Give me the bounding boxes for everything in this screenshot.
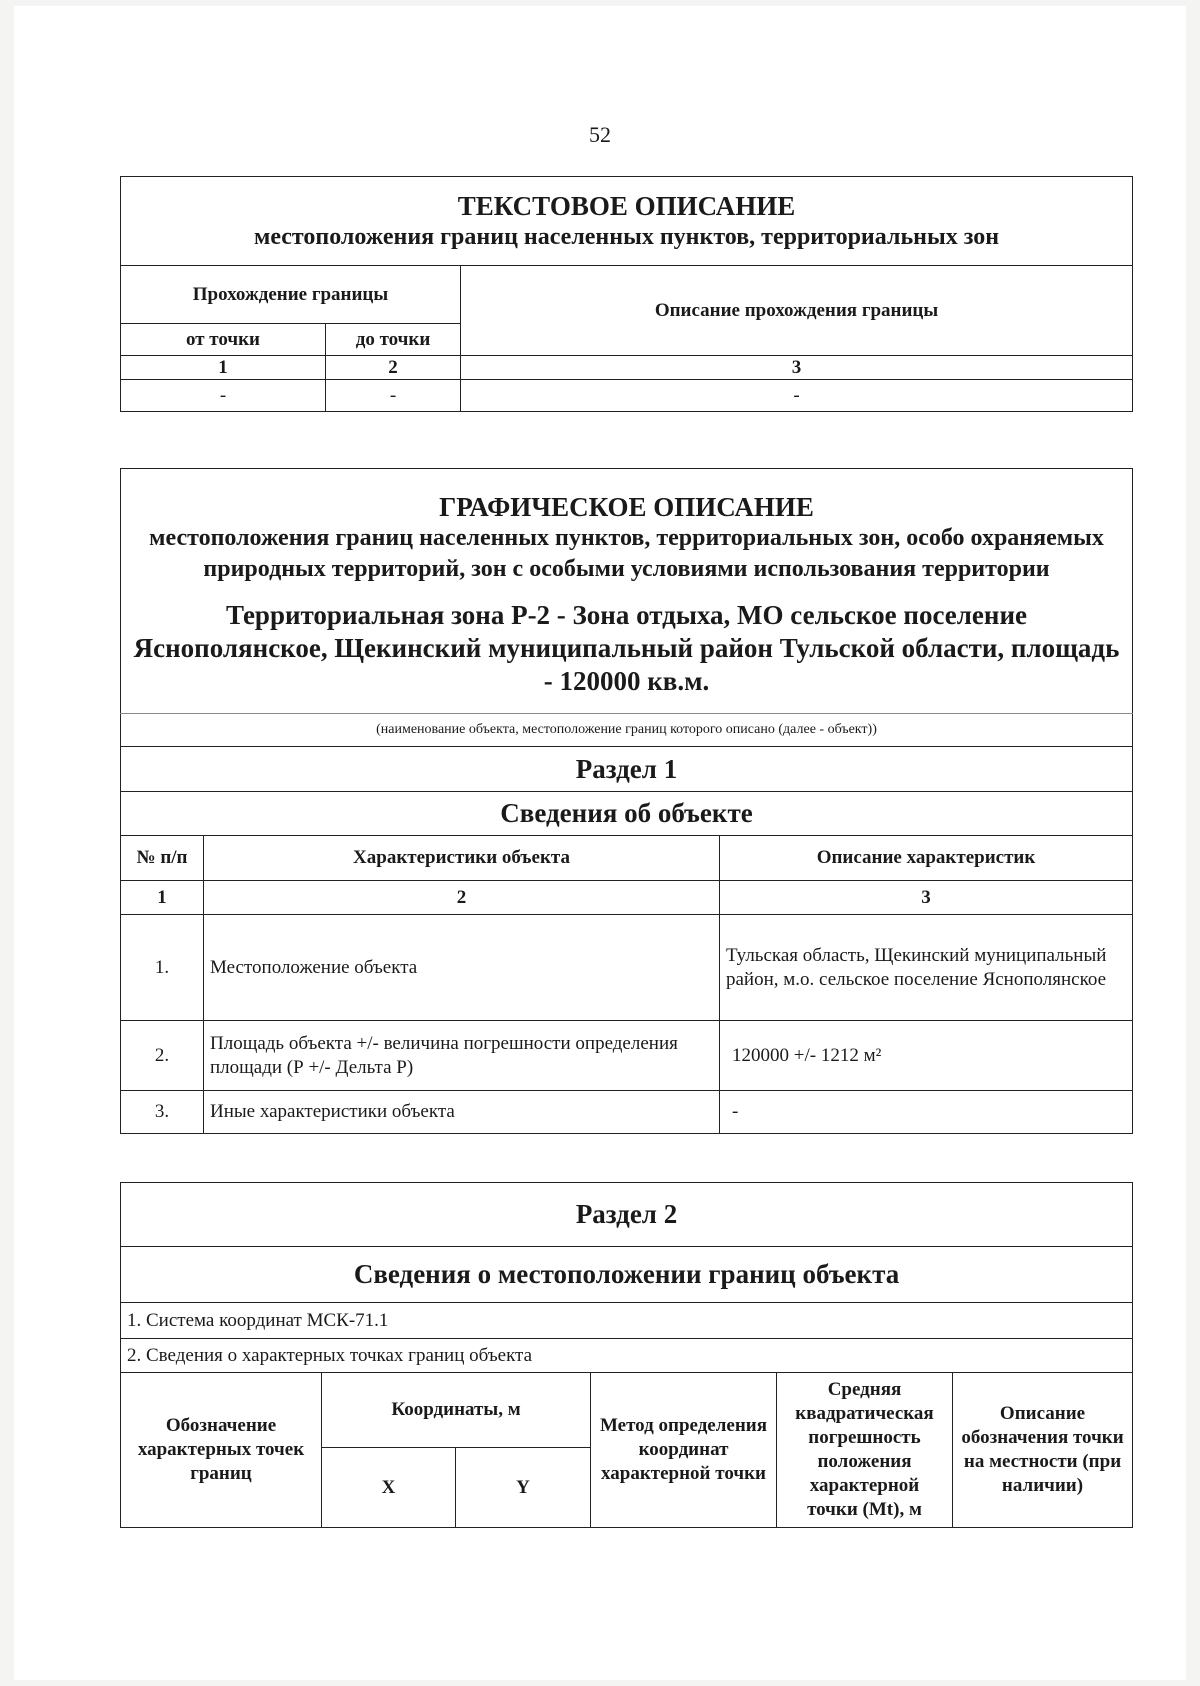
data-cell: - [461, 380, 1133, 412]
text-description-title: ТЕКСТОВОЕ ОПИСАНИЕ [457, 191, 796, 221]
characteristic: Местоположение объекта [204, 915, 720, 1021]
col-method-header: Метод определения координат характерной точки [591, 1373, 777, 1528]
characteristic-description: - [720, 1091, 1133, 1134]
section-2-title: Раздел 2 [121, 1183, 1133, 1247]
text-description-subtitle: местоположения границ населенных пунктов, территориальных зон [253, 224, 1000, 250]
graphic-description-subtitle: местоположения границ населенных пунктов, территориальных зон, особо охраняемых природных территорий, зон с особыми условиями использования территории [149, 524, 1104, 582]
col-characteristic-header: Характеристики объекта [204, 836, 720, 881]
num-cell: 2 [326, 356, 461, 380]
graphic-description-title: ГРАФИЧЕСКОЕ ОПИСАНИЕ [439, 491, 814, 522]
characteristic-description: 120000 +/- 1212 м² [720, 1021, 1133, 1091]
col-num-header: № п/п [121, 836, 204, 881]
num-cell: 2 [204, 881, 720, 915]
row-number: 3. [121, 1091, 204, 1134]
object-name: Территориальная зона Р-2 - Зона отдыха, МО сельское поселение Яснополянское, Щекинский муниципальный район Тульской области, площадь - 120000 кв.м. [133, 599, 1120, 696]
col-point-description-header: Описание обозначения точки на местности (при наличии) [953, 1373, 1133, 1528]
col-description-header: Описание характеристик [720, 836, 1133, 881]
table-row [121, 915, 1133, 1021]
characteristic-description: Тульская область, Щекинский муниципальный район, м.о. сельское поселение Яснополянское [720, 915, 1133, 1021]
coordinate-system: 1. Система координат МСК-71.1 [121, 1303, 1133, 1339]
text-description-table [120, 176, 1133, 412]
graphic-description-table [120, 468, 1133, 1134]
to-point-header: до точки [326, 324, 461, 356]
num-cell: 3 [720, 881, 1133, 915]
col-y-header: Y [456, 1448, 591, 1528]
row-number: 1. [121, 915, 204, 1021]
boundary-description-header: Описание прохождения границы [461, 266, 1133, 356]
object-note: (наименование объекта, местоположение границ которого описано (далее - объект)) [121, 714, 1133, 747]
section-2-table [120, 1182, 1133, 1528]
text-description-header [121, 177, 1133, 266]
num-cell: 1 [121, 881, 204, 915]
page-number: 52 [589, 122, 611, 147]
characteristic: Площадь объекта +/- величина погрешности определения площади (Р +/- Дельта Р) [204, 1021, 720, 1091]
table-row [121, 1091, 1133, 1134]
data-cell: - [121, 380, 326, 412]
boundary-passage-header: Прохождение границы [121, 266, 461, 324]
col-error-header: Средняя квадратическая погрешность положения характерной точки (Mt), м [777, 1373, 953, 1528]
characteristic: Иные характеристики объекта [204, 1091, 720, 1134]
data-cell: - [326, 380, 461, 412]
graphic-description-header [121, 469, 1133, 714]
num-cell: 1 [121, 356, 326, 380]
section-1-subtitle: Сведения об объекте [121, 792, 1133, 836]
col-coordinates-header: Координаты, м [322, 1373, 591, 1448]
points-info: 2. Сведения о характерных точках границ объекта [121, 1339, 1133, 1373]
from-point-header: от точки [121, 324, 326, 356]
section-1-title: Раздел 1 [121, 747, 1133, 792]
row-number: 2. [121, 1021, 204, 1091]
num-cell: 3 [461, 356, 1133, 380]
table-row [121, 1021, 1133, 1091]
col-x-header: X [322, 1448, 456, 1528]
col-designation-header: Обозначение характерных точек границ [121, 1373, 322, 1528]
section-2-subtitle: Сведения о местоположении границ объекта [121, 1247, 1133, 1303]
